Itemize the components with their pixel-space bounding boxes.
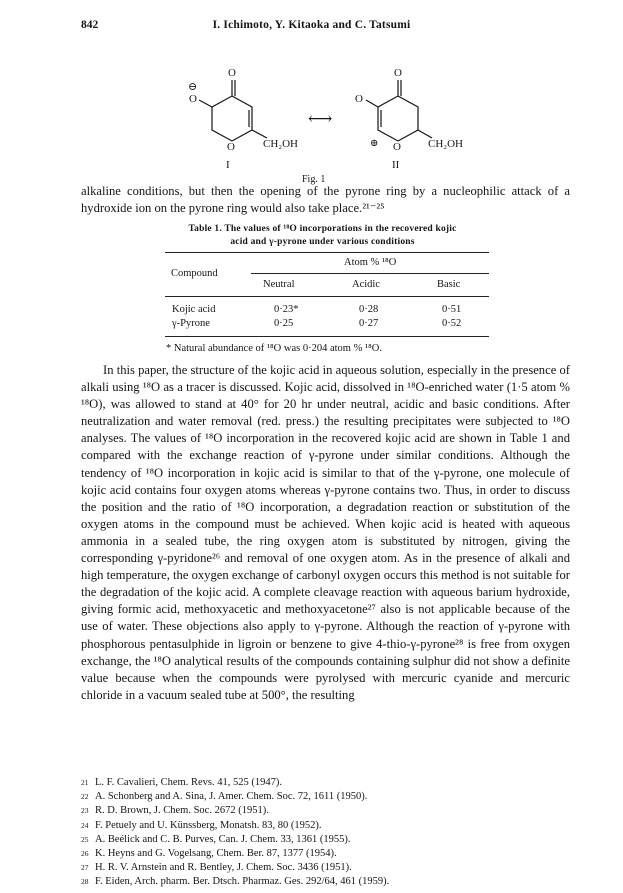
- figure-caption: Fig. 1: [302, 174, 326, 185]
- oxygen-II: O: [355, 93, 363, 105]
- table-header-rule: [165, 296, 489, 297]
- body-paragraph: In this paper, the structure of the kojic acid in aqueous solution, especially in the presence of alkali using ¹⁸O as a tracer is discussed. Kojic acid, dissolved in ¹⁸O-enriched water (1·5 atom % ¹⁸O), was allowed to stand at 40° for 20 hr under neutral, acidic and basic conditions. After neutralization and water removal (red. press.) the resulting precipitates were subjected to ¹⁸O analyses. The values of ¹⁸O incorporation in the recovered kojic acid are shown in Table 1 and compared with the exchange reaction of γ-pyrone under similar conditions. Although the tendency of ¹⁸O incorporation in kojic acid is similar to that of the γ-pyrone, one molecule of kojic acid contains four oxygen atoms whereas γ-pyrone contains two. Thus, in order to discuss the position and the ratio of ¹⁸O incorporation, a degradation reaction or substitution of the oxygen atoms in the compound must be achieved. When kojic acid is heated with aqueous ammonia in a sealed tube, the ring oxygen atom is substituted by nitrogen, giving the corresponding γ-pyridone²⁶ and removal of one oxygen atom. As in the presence of alkali and high temperature, the oxygen exchange of carbonyl oxygen occurs this method is not suitable for the degradation of the kojic acid. A complete cleavage reaction with aqueous barium hydroxide, giving formic acid, methoxyacetic and methoxyacetone²⁷ also is not applicable because of the use of water. These objections also apply to γ-pyrone. Although the reaction of γ-pyrone with phosphorous pentasulphide in ligroin or benzene to give 4-thio-γ-pyrone²⁸ is free from oxygen exchange, the ¹⁸O analytical results of the compounds containing sulphur did not show a definite value because when the compounds were pyrolysed with mercuric cyanide and mercuric chloride in a vacuum sealed tube at 500°, the resulting: [81, 363, 570, 702]
- reference-item: [81, 861, 581, 875]
- minus-charge: ⊖: [188, 81, 198, 93]
- reference-number: 24: [81, 820, 89, 830]
- row-neutral: 0·23*: [274, 304, 299, 315]
- table-title: [120, 223, 525, 249]
- hydroxyl-bond-II: [366, 100, 378, 107]
- table-title-line-2: acid and γ-pyrone under various conditions: [230, 237, 415, 247]
- row-basic: 0·52: [442, 318, 462, 329]
- reference-text: K. Heyns and G. Vogelsang, Chem. Ber. 87, 1377 (1954).: [95, 848, 337, 860]
- pyrone-ring-I: [212, 96, 252, 141]
- reference-text: A. Schonberg and A. Sina, J. Amer. Chem. Soc. 72, 1611 (1950).: [95, 791, 368, 803]
- ring-oxygen-II: O: [393, 141, 401, 153]
- table-header-neutral: Neutral: [263, 279, 295, 290]
- table-title-line-1: Table 1. The values of ¹⁸O incorporations in the recovered kojic: [188, 224, 457, 234]
- reference-number: 25: [81, 834, 89, 844]
- label-I: I: [226, 159, 230, 171]
- reference-item: [81, 776, 581, 790]
- resonance-arrow: ⟷: [308, 109, 333, 128]
- reference-text: H. R. V. Arnstein and R. Bentley, J. Chem. Soc. 3436 (1951).: [95, 862, 352, 874]
- side-chain-bond-II: [418, 130, 432, 138]
- figure-1: [170, 64, 470, 186]
- structure-II: [366, 80, 432, 141]
- table-bottom-rule: [165, 336, 489, 337]
- row-acidic: 0·27: [359, 318, 379, 329]
- carbonyl-oxygen-II: O: [394, 67, 402, 79]
- pyrone-ring-II: [378, 96, 418, 141]
- reference-number: 22: [81, 792, 89, 802]
- reference-item: [81, 790, 581, 804]
- table-mid-rule: [251, 273, 489, 274]
- anion-oxygen-I: O: [189, 93, 197, 105]
- table-top-rule: [165, 252, 489, 253]
- ch2oh-I: CH₂OH: [263, 138, 299, 150]
- row-compound: γ-Pyrone: [172, 318, 210, 329]
- carbonyl-oxygen-I: O: [228, 67, 236, 79]
- oxyanion-bond-I: [199, 100, 212, 107]
- reference-list: [81, 776, 581, 890]
- reference-number: 26: [81, 849, 89, 859]
- reference-text: L. F. Cavalieri, Chem. Revs. 41, 525 (1947).: [95, 777, 282, 788]
- table-header-acidic: Acidic: [352, 279, 380, 290]
- table-footnote: * Natural abundance of ¹⁸O was 0·204 atom % ¹⁸O.: [166, 343, 382, 354]
- reference-number: 28: [81, 877, 89, 887]
- ring-oxygen-I: O: [227, 141, 235, 153]
- reference-text: A. Beélick and C. B. Purves, Can. J. Chem. 33, 1361 (1955).: [95, 833, 351, 845]
- reference-number: 27: [81, 863, 89, 873]
- ch2oh-II: CH₂OH: [428, 138, 464, 150]
- reference-item: [81, 847, 581, 861]
- intro-paragraph: alkaline conditions, but then the opening of the pyrone ring by a nucleophilic attack of a hydroxide ion on the pyrone ring would also take place.²¹⁻²⁵: [81, 184, 570, 215]
- table-header-basic: Basic: [437, 279, 461, 290]
- resonance-structures-diagram: [170, 64, 470, 186]
- table-header-compound: Compound: [171, 268, 218, 279]
- reference-item: [81, 875, 581, 889]
- row-compound: Kojic acid: [172, 304, 216, 315]
- reference-number: 23: [81, 806, 89, 816]
- page-number: 842: [81, 19, 99, 31]
- reference-item: [81, 833, 581, 847]
- structure-I: [199, 80, 267, 141]
- row-basic: 0·51: [442, 304, 462, 315]
- reference-number: 21: [81, 778, 89, 787]
- reference-text: F. Petuely and U. Künssberg, Monatsh. 83, 80 (1952).: [95, 819, 322, 831]
- row-acidic: 0·28: [359, 304, 379, 315]
- running-head: I. Ichimoto, Y. Kitaoka and C. Tatsumi: [212, 19, 411, 31]
- label-II: II: [392, 159, 400, 171]
- reference-item: [81, 804, 581, 818]
- side-chain-bond-I: [252, 130, 267, 138]
- page-header: [0, 19, 623, 35]
- row-neutral: 0·25: [274, 318, 294, 329]
- table-header-atom: Atom % ¹⁸O: [344, 257, 397, 268]
- reference-text: R. D. Brown, J. Chem. Soc. 2672 (1951).: [95, 805, 269, 817]
- reference-item: [81, 819, 581, 833]
- plus-charge: ⊕: [370, 138, 379, 149]
- reference-text: F. Eiden, Arch. pharm. Ber. Dtsch. Pharmaz. Ges. 292/64, 461 (1959).: [95, 876, 390, 888]
